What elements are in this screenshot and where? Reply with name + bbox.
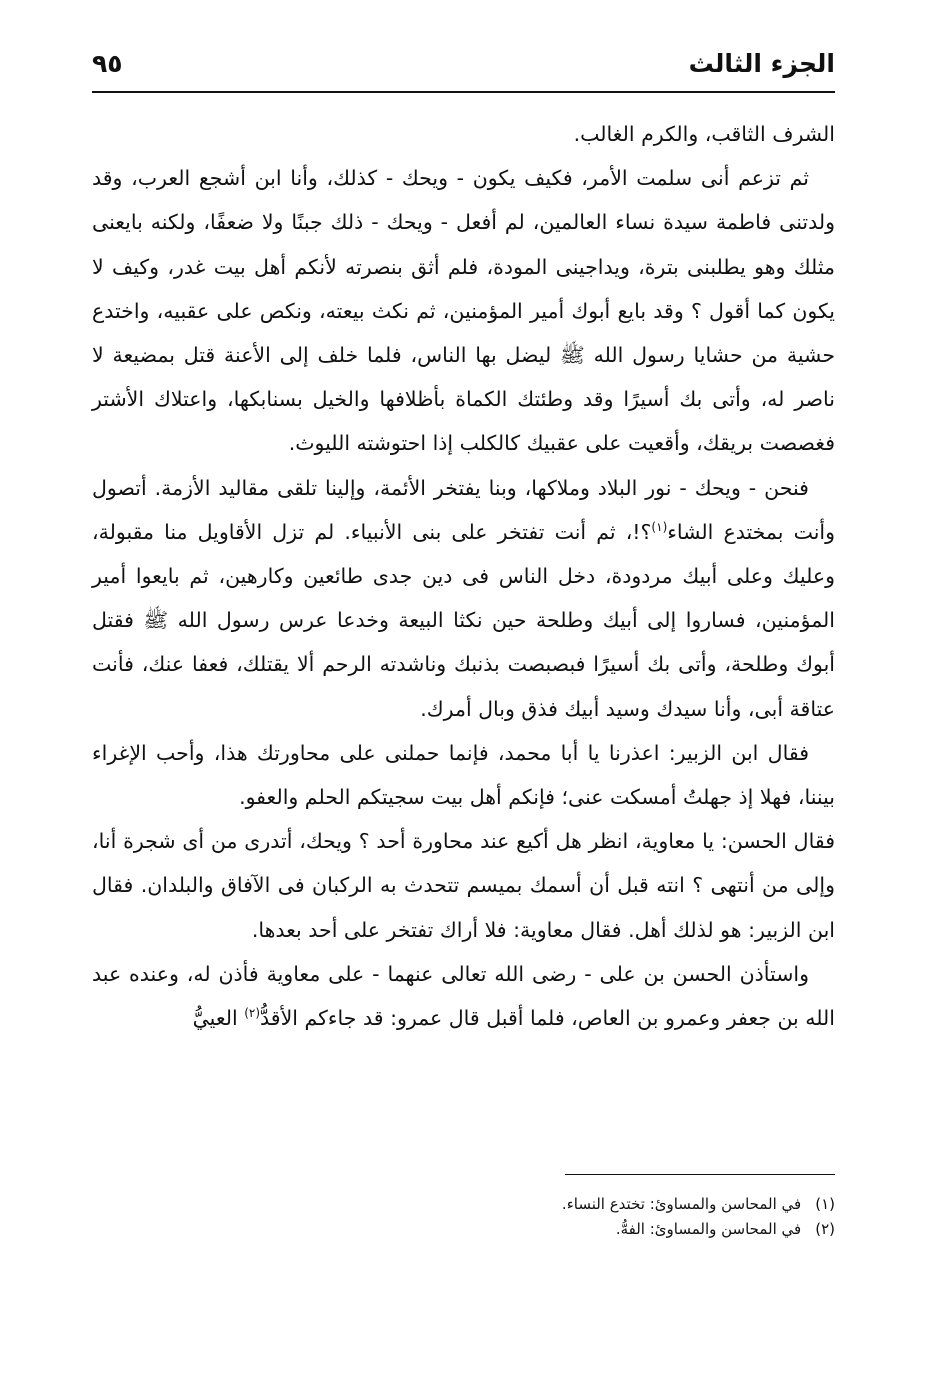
paragraph-1 (92, 112, 835, 156)
page-header (92, 44, 835, 88)
paragraph-text: الشرف الثاقب، والكرم الغالب. (573, 122, 835, 146)
paragraph-text: واستأذن الحسن بن على - رضى الله تعالى عنهما - على معاوية فأذن له، وعنده عبد الله بن جعفر وعمرو بن العاص، فلما أقبل قال عمرو: قد جاءكم الأقدُّ (92, 961, 835, 1031)
running-title: الجزء الثالث (688, 49, 835, 78)
paragraph-text: فقال الحسن: يا معاوية، انظر هل أكيع عند محاورة أحد ؟ ويحك، أتدرى من أى شجرة أنا، وإلى من أنتهى ؟ انته قبل أن أسمك بميسم تتحدث به الركبان فى الآفاق والبلدان. فقال ابن الزبير: هو لذلك أهل. فقال معاوية: فلا أراك تفتخر على أحد بعدها. (92, 829, 835, 942)
paragraph-text: فقال ابن الزبير: اعذرنا يا أبا محمد، فإنما حملنى على محاورتك هذا، وأحب الإغراء بيننا، فهلا إذ جهلتُ أمسكت عنى؛ فإنكم أهل بيت سجيتكم الحلم والعفو. (92, 740, 835, 810)
paragraph-6 (92, 952, 835, 1040)
main-text (92, 112, 835, 1040)
footnote-reference-2: (٢) (244, 1006, 261, 1021)
paragraph-text: العييُّ (192, 1006, 245, 1031)
footnote-reference-1: (١) (651, 520, 668, 534)
paragraph-4 (92, 731, 835, 819)
footnote-1 (92, 1192, 835, 1217)
footnote-2 (92, 1217, 835, 1242)
paragraph-2 (92, 156, 835, 465)
paragraph-text: فنحن - ويحك - نور البلاد وملاكها، وبنا يفتخر الأئمة، وإلينا تلقى مقاليد الأزمة. أتصول وأنت بمختدع الشاء (92, 475, 836, 544)
page-number: ٩٥ (92, 49, 123, 78)
footnote-text: في المحاسن والمساوئ: الفهُّ. (615, 1220, 802, 1238)
footnote-number: (٢) (815, 1220, 835, 1238)
footnote-text: في المحاسن والمساوئ: تختدع النساء. (561, 1195, 802, 1213)
footnote-divider (565, 1174, 835, 1175)
paragraph-3 (92, 466, 835, 731)
footnote-number: (١) (815, 1195, 835, 1213)
paragraph-text: ثم تزعم أنى سلمت الأمر، فكيف يكون - ويحك - كذلك، وأنا ابن أشجع العرب، وقد ولدتنى فاطمة سيدة نساء العالمين، لم أفعل - ويحك - ذلك جبنًا ولا ضعفًا، ولكنه بايعنى مثلك وهو يطلبنى بترة، ويداجينى المودة، فلم أثق بنصرته لأنكم أهل بيت غدر، وكيف لا يكون كما أقول ؟ وقد بايع أبوك أمير المؤمنين، ثم نكث بيعته، ونكص على عقبيه، واختدع حشية من حشايا رسول الله ﷺ ليضل بها الناس، فلما خلف إلى الأعنة قتل بمضيعة لا ناصر له، وأتى بك أسيرًا وقد وطئتك الكماة بأظلافها والخيل بسنابكها، واعتلاك الأشتر فغصصت بريقك، وأقعيت على عقبيك كالكلب إذا احتوشته الليوث. (92, 166, 835, 456)
footnotes (92, 1192, 835, 1242)
paragraph-text: ؟!، ثم أنت تفتخر على بنى الأنبياء. لم تزل الأقاويل منا مقبولة، وعليك وعلى أبيك مردودة، دخل الناس فى دين جدى طائعين وكارهين، ثم بايعوا أمير المؤمنين، فساروا إلى أبيك وطلحة حين نكثا البيعة وخدعا عرس رسول الله ﷺ فقتل أبوك وطلحة، وأتى بك أسيرًا فبصبصت بذنبك وناشدته الرحم ألا يقتلك، فعفا عنك، فأنت عتاقة أبى، وأنا سيدك وسيد أبيك فذق وبال أمرك. (92, 519, 835, 721)
paragraph-5 (92, 819, 835, 952)
header-divider (92, 91, 835, 93)
